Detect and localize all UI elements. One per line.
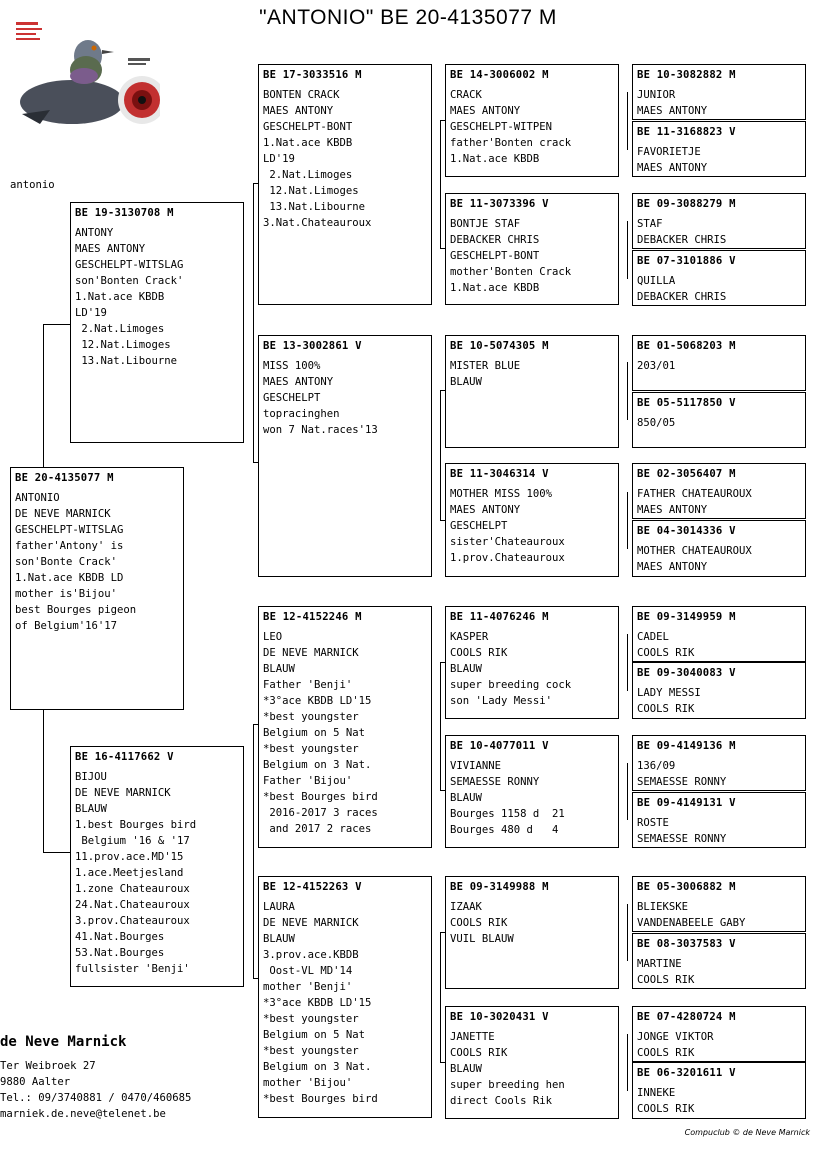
ring-number: BE 09-3088279 M (637, 198, 736, 210)
card-line: *best youngster (263, 1045, 359, 1057)
card-line: 850/05 (637, 417, 676, 429)
ring-number: BE 12-4152263 V (263, 881, 362, 893)
great-grandparent-card (445, 335, 619, 448)
card-line: *best Bourges bird (263, 1093, 378, 1105)
card-line: KASPER (450, 631, 489, 643)
card-line: MARTINE (637, 958, 682, 970)
great-grandparent-card (445, 1006, 619, 1119)
card-line: BLAUW (263, 933, 295, 945)
card-line: 1.Nat.ace KBDB LD (15, 572, 124, 584)
card-line: GESCHELPT-BONT (450, 250, 540, 262)
card-line: Oost-VL MD'14 (263, 965, 353, 977)
ring-number: BE 20-4135077 M (15, 472, 114, 484)
great-great-grandparent-card (632, 121, 806, 177)
ring-number: BE 09-3149988 M (450, 881, 549, 893)
card-line: LD'19 (75, 307, 107, 319)
owner-name: de Neve Marnick (0, 1034, 127, 1050)
ring-number: BE 11-3073396 V (450, 198, 549, 210)
card-line: 3.prov.Chateauroux (75, 915, 190, 927)
card-line: VANDENABEELE GABY (637, 917, 746, 929)
great-great-grandparent-card (632, 792, 806, 848)
ring-number: BE 16-4117662 V (75, 751, 174, 763)
card-line: Belgium on 5 Nat (263, 727, 366, 739)
card-line: GESCHELPT (450, 520, 508, 532)
great-great-grandparent-card (632, 1062, 806, 1119)
card-line: 53.Nat.Bourges (75, 947, 165, 959)
card-line: 1.prov.Chateauroux (450, 552, 565, 564)
connector-line (440, 120, 441, 248)
great-great-grandparent-card (632, 662, 806, 719)
ring-number: BE 13-3002861 V (263, 340, 362, 352)
page-title: "ANTONIO" BE 20-4135077 M (259, 6, 557, 29)
connector-line (627, 1034, 628, 1091)
ring-number: BE 01-5068203 M (637, 340, 736, 352)
owner-city: 9880 Aalter (0, 1076, 71, 1088)
card-line: Father 'Benji' (263, 679, 353, 691)
connector-line (43, 324, 44, 468)
card-line: Belgium on 3 Nat. (263, 1061, 372, 1073)
card-line: BLAUW (450, 663, 482, 675)
card-line: *best youngster (263, 1013, 359, 1025)
card-line: 12.Nat.Limoges (75, 339, 171, 351)
card-line: COOLS RIK (450, 1047, 508, 1059)
card-line: 2016-2017 3 races (263, 807, 378, 819)
card-line: MAES ANTONY (263, 105, 334, 117)
card-line: CADEL (637, 631, 669, 643)
great-grandparent-card (445, 64, 619, 177)
card-line: BONTEN CRACK (263, 89, 340, 101)
great-grandparent-card (445, 193, 619, 305)
card-line: STAF (637, 218, 663, 230)
ring-number: BE 07-3101886 V (637, 255, 736, 267)
card-line: MAES ANTONY (263, 376, 334, 388)
card-line: *3°ace KBDB LD'15 (263, 997, 372, 1009)
ring-number: BE 10-3082882 M (637, 69, 736, 81)
card-line: *best youngster (263, 711, 359, 723)
card-line: BLAUW (450, 376, 482, 388)
card-line: GESCHELPT-BONT (263, 121, 353, 133)
card-line: VIVIANNE (450, 760, 502, 772)
card-line: topracinghen (263, 408, 340, 420)
credit-line: Compuclub © de Neve Marnick (684, 1128, 810, 1137)
card-line: 1.Nat.ace KBDB (450, 282, 540, 294)
card-line: Father 'Bijou' (263, 775, 353, 787)
card-line: QUILLA (637, 275, 676, 287)
card-line: SEMAESSE RONNY (637, 776, 727, 788)
ring-number: BE 07-4280724 M (637, 1011, 736, 1023)
card-line: DE NEVE MARNICK (263, 917, 359, 929)
ring-number: BE 10-4077011 V (450, 740, 549, 752)
connector-line (43, 324, 70, 325)
great-great-grandparent-card (632, 463, 806, 519)
name-tag: antonio (10, 179, 55, 191)
card-line: 12.Nat.Limoges (263, 185, 359, 197)
ring-number: BE 12-4152246 M (263, 611, 362, 623)
ring-number: BE 17-3033516 M (263, 69, 362, 81)
great-great-grandparent-card (632, 64, 806, 120)
grandsire-maternal-card (258, 606, 432, 848)
connector-line (43, 852, 70, 853)
card-line: FATHER CHATEAUROUX (637, 488, 752, 500)
connector-line (43, 710, 44, 852)
dam-card (70, 746, 244, 987)
card-line: COOLS RIK (637, 703, 695, 715)
card-line: 1.Nat.ace KBDB (263, 137, 353, 149)
card-line: 3.prov.ace.KBDB (263, 949, 359, 961)
card-line: BLAUW (450, 792, 482, 804)
ring-number: BE 05-5117850 V (637, 397, 736, 409)
ring-number: BE 09-3040083 V (637, 667, 736, 679)
connector-line (627, 763, 628, 820)
ring-number: BE 10-5074305 M (450, 340, 549, 352)
card-line: son 'Lady Messi' (450, 695, 553, 707)
card-line: *best youngster (263, 743, 359, 755)
card-line: MAES ANTONY (637, 105, 708, 117)
card-line: 1.zone Chateauroux (75, 883, 190, 895)
card-line: JUNIOR (637, 89, 676, 101)
card-line: DEBACKER CHRIS (637, 234, 727, 246)
card-line: 203/01 (637, 360, 676, 372)
card-line: Bourges 480 d 4 (450, 824, 559, 836)
card-line: fullsister 'Benji' (75, 963, 190, 975)
ring-number: BE 14-3006002 M (450, 69, 549, 81)
great-grandparent-card (445, 463, 619, 577)
card-line: Belgium on 3 Nat. (263, 759, 372, 771)
card-line: IZAAK (450, 901, 482, 913)
card-line: ANTONY (75, 227, 114, 239)
ring-number: BE 19-3130708 M (75, 207, 174, 219)
ring-number: BE 08-3037583 V (637, 938, 736, 950)
card-line: LAURA (263, 901, 295, 913)
card-line: sister'Chateauroux (450, 536, 565, 548)
card-line: BLAUW (450, 1063, 482, 1075)
card-line: COOLS RIK (637, 1103, 695, 1115)
card-line: son'Bonte Crack' (15, 556, 118, 568)
card-line: MISS 100% (263, 360, 321, 372)
great-grandparent-card (445, 876, 619, 989)
card-line: 2.Nat.Limoges (75, 323, 165, 335)
card-line: FAVORIETJE (637, 146, 701, 158)
card-line: 3.Nat.Chateauroux (263, 217, 372, 229)
connector-line (627, 492, 628, 549)
card-line: super breeding hen (450, 1079, 565, 1091)
card-line: MAES ANTONY (637, 504, 708, 516)
great-great-grandparent-card (632, 1006, 806, 1062)
card-line: ANTONIO (15, 492, 60, 504)
granddam-maternal-card (258, 876, 432, 1118)
great-great-grandparent-card (632, 250, 806, 306)
ring-number: BE 09-4149136 M (637, 740, 736, 752)
card-line: super breeding cock (450, 679, 572, 691)
card-line: DE NEVE MARNICK (75, 787, 171, 799)
card-line: JANETTE (450, 1031, 495, 1043)
card-line: 1.best Bourges bird (75, 819, 197, 831)
card-line: father'Antony' is (15, 540, 124, 552)
card-line: best Bourges pigeon (15, 604, 137, 616)
card-line: MAES ANTONY (637, 162, 708, 174)
ring-number: BE 05-3006882 M (637, 881, 736, 893)
card-line: 1.Nat.ace KBDB (450, 153, 540, 165)
connector-line (440, 662, 441, 790)
connector-line (627, 904, 628, 961)
card-line: MOTHER MISS 100% (450, 488, 553, 500)
card-line: DEBACKER CHRIS (637, 291, 727, 303)
connector-line (627, 362, 628, 420)
great-grandparent-card (445, 735, 619, 848)
grandsire-paternal-card (258, 64, 432, 305)
card-line: BLAUW (75, 803, 107, 815)
connector-line (627, 634, 628, 691)
ring-number: BE 06-3201611 V (637, 1067, 736, 1079)
ring-number: BE 09-4149131 V (637, 797, 736, 809)
great-great-grandparent-card (632, 193, 806, 249)
connector-line (253, 724, 254, 978)
card-line: 41.Nat.Bourges (75, 931, 165, 943)
card-line: DE NEVE MARNICK (15, 508, 111, 520)
connector-line (627, 92, 628, 150)
card-line: MAES ANTONY (637, 561, 708, 573)
card-line: GESCHELPT (263, 392, 321, 404)
card-line: COOLS RIK (450, 917, 508, 929)
card-line: CRACK (450, 89, 482, 101)
pigeon-logo-image (10, 14, 160, 144)
connector-line (440, 390, 441, 520)
card-line: DEBACKER CHRIS (450, 234, 540, 246)
card-line: *best Bourges bird (263, 791, 378, 803)
great-great-grandparent-card (632, 335, 806, 391)
card-line: Belgium on 5 Nat (263, 1029, 366, 1041)
card-line: VUIL BLAUW (450, 933, 514, 945)
great-great-grandparent-card (632, 735, 806, 791)
card-line: BIJOU (75, 771, 107, 783)
connector-line (440, 932, 441, 1062)
ring-number: BE 11-3046314 V (450, 468, 549, 480)
ring-number: BE 02-3056407 M (637, 468, 736, 480)
card-line: mother is'Bijou' (15, 588, 118, 600)
card-line: 24.Nat.Chateauroux (75, 899, 190, 911)
card-line: 2.Nat.Limoges (263, 169, 353, 181)
card-line: direct Cools Rik (450, 1095, 553, 1107)
card-line: MOTHER CHATEAUROUX (637, 545, 752, 557)
card-line: COOLS RIK (637, 647, 695, 659)
card-line: BLAUW (263, 663, 295, 675)
card-line: MAES ANTONY (450, 504, 521, 516)
card-line: mother 'Benji' (263, 981, 353, 993)
card-line: COOLS RIK (637, 974, 695, 986)
card-line: 136/09 (637, 760, 676, 772)
card-line: SEMAESSE RONNY (637, 833, 727, 845)
card-line: 11.prov.ace.MD'15 (75, 851, 184, 863)
card-line: mother'Bonten Crack (450, 266, 572, 278)
owner-phone: Tel.: 09/3740881 / 0470/460685 (0, 1092, 192, 1104)
granddam-paternal-card (258, 335, 432, 577)
great-great-grandparent-card (632, 392, 806, 448)
card-line: DE NEVE MARNICK (263, 647, 359, 659)
great-great-grandparent-card (632, 520, 806, 577)
card-line: COOLS RIK (637, 1047, 695, 1059)
card-line: 13.Nat.Libourne (75, 355, 178, 367)
card-line: 1.Nat.ace KBDB (75, 291, 165, 303)
ring-number: BE 09-3149959 M (637, 611, 736, 623)
card-line: Belgium '16 & '17 (75, 835, 190, 847)
card-line: MAES ANTONY (75, 243, 146, 255)
card-line: father'Bonten crack (450, 137, 572, 149)
card-line: BONTJE STAF (450, 218, 521, 230)
card-line: MISTER BLUE (450, 360, 521, 372)
card-line: JONGE VIKTOR (637, 1031, 714, 1043)
card-line: mother 'Bijou' (263, 1077, 353, 1089)
great-great-grandparent-card (632, 606, 806, 662)
card-line: BLIEKSKE (637, 901, 689, 913)
card-line: Bourges 1158 d 21 (450, 808, 565, 820)
card-line: son'Bonten Crack' (75, 275, 184, 287)
card-line: *3°ace KBDB LD'15 (263, 695, 372, 707)
card-line: and 2017 2 races (263, 823, 372, 835)
card-line: GESCHELPT-WITSLAG (75, 259, 184, 271)
card-line: GESCHELPT-WITSLAG (15, 524, 124, 536)
card-line: 1.ace.Meetjesland (75, 867, 184, 879)
great-grandparent-card (445, 606, 619, 719)
ring-number: BE 11-3168823 V (637, 126, 736, 138)
card-line: 13.Nat.Libourne (263, 201, 366, 213)
owner-email: marniek.de.neve@telenet.be (0, 1108, 166, 1120)
card-line: COOLS RIK (450, 647, 508, 659)
connector-line (627, 221, 628, 279)
card-line: MAES ANTONY (450, 105, 521, 117)
card-line: of Belgium'16'17 (15, 620, 118, 632)
connector-line (253, 183, 254, 463)
subject-pigeon-card (10, 467, 184, 710)
card-line: LD'19 (263, 153, 295, 165)
ring-number: BE 04-3014336 V (637, 525, 736, 537)
card-line: INNEKE (637, 1087, 676, 1099)
card-line: won 7 Nat.races'13 (263, 424, 378, 436)
card-line: ROSTE (637, 817, 669, 829)
card-line: SEMAESSE RONNY (450, 776, 540, 788)
owner-address: Ter Weibroek 27 (0, 1060, 96, 1072)
ring-number: BE 10-3020431 V (450, 1011, 549, 1023)
card-line: GESCHELPT-WITPEN (450, 121, 553, 133)
ring-number: BE 11-4076246 M (450, 611, 549, 623)
card-line: LEO (263, 631, 283, 643)
card-line: LADY MESSI (637, 687, 701, 699)
great-great-grandparent-card (632, 876, 806, 932)
great-great-grandparent-card (632, 933, 806, 989)
sire-card (70, 202, 244, 443)
